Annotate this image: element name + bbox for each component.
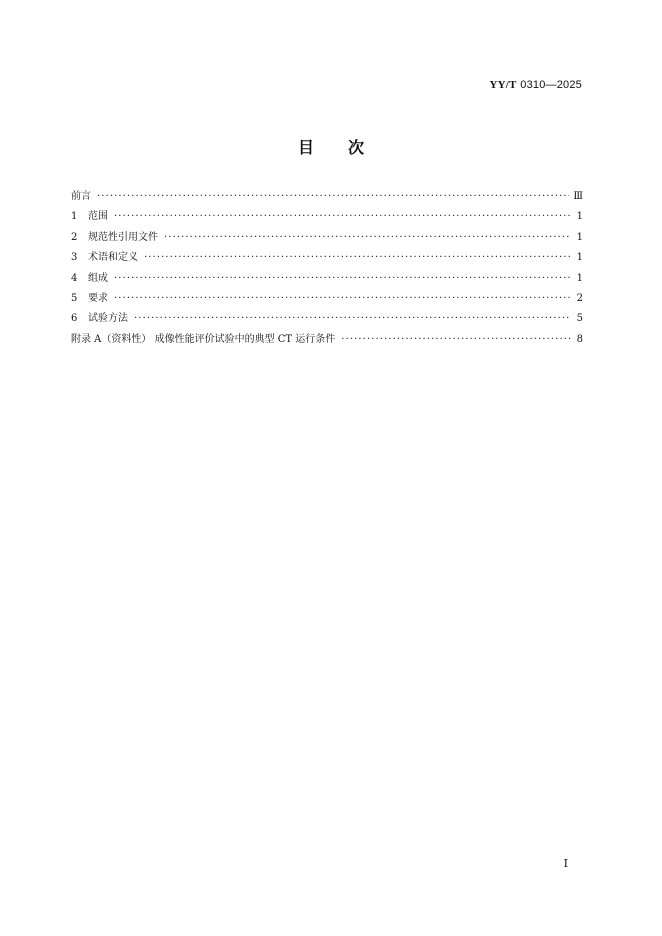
toc-page-number: 5 xyxy=(576,313,583,325)
toc-dot-leader xyxy=(114,210,571,224)
toc-page-number: Ⅲ xyxy=(573,191,583,202)
toc-dot-leader xyxy=(114,272,571,286)
toc-page-number: 8 xyxy=(576,333,583,345)
toc-section-number: 1 xyxy=(71,211,78,223)
toc-title: 目次 xyxy=(297,138,398,157)
toc-entry-requirements[interactable] xyxy=(71,292,583,312)
toc-section-number: 6 xyxy=(71,313,78,325)
toc-entry-label: 范围 xyxy=(88,211,108,223)
toc-dot-leader xyxy=(114,292,571,306)
toc-page-number: 1 xyxy=(576,272,583,284)
toc-page-number: 1 xyxy=(576,211,583,223)
toc-page-number: 2 xyxy=(576,292,583,304)
toc-page-number: 1 xyxy=(576,252,583,264)
toc-dot-leader xyxy=(144,251,571,265)
toc-entry-annex-a[interactable] xyxy=(71,333,583,353)
toc-section-number: 2 xyxy=(71,231,78,243)
toc-page-number: 1 xyxy=(576,231,583,243)
toc-entry-preface[interactable] xyxy=(71,190,583,210)
toc-entry-label: 试验方法 xyxy=(88,313,128,325)
toc-entry-label: 要求 xyxy=(88,292,108,304)
toc-section-number: 3 xyxy=(71,252,78,264)
toc-entry-composition[interactable] xyxy=(71,272,583,292)
toc-dot-leader xyxy=(97,190,569,204)
table-of-contents xyxy=(71,190,583,353)
toc-section-number: 5 xyxy=(71,292,78,304)
toc-dot-leader xyxy=(164,231,571,245)
toc-entry-label: 附录 A（资料性） 成像性能评价试验中的典型 CT 运行条件 xyxy=(71,333,336,345)
toc-entry-label: 组成 xyxy=(88,272,108,284)
standard-number: 0310—2025 xyxy=(520,79,582,91)
standard-code: YY/T xyxy=(489,79,517,91)
toc-entry-label: 规范性引用文件 xyxy=(88,231,158,243)
toc-entry-terms-definitions[interactable] xyxy=(71,251,583,271)
toc-entry-normative-references[interactable] xyxy=(71,231,583,251)
standard-header xyxy=(489,78,582,91)
toc-entry-test-methods[interactable] xyxy=(71,312,583,332)
toc-entry-label: 前言 xyxy=(71,191,91,202)
toc-dot-leader xyxy=(134,312,571,326)
toc-dot-leader xyxy=(341,333,571,347)
toc-entry-label: 术语和定义 xyxy=(88,252,138,264)
toc-section-number: 4 xyxy=(71,272,78,284)
toc-entry-scope[interactable] xyxy=(71,210,583,230)
page-folio: Ⅰ xyxy=(563,857,568,870)
